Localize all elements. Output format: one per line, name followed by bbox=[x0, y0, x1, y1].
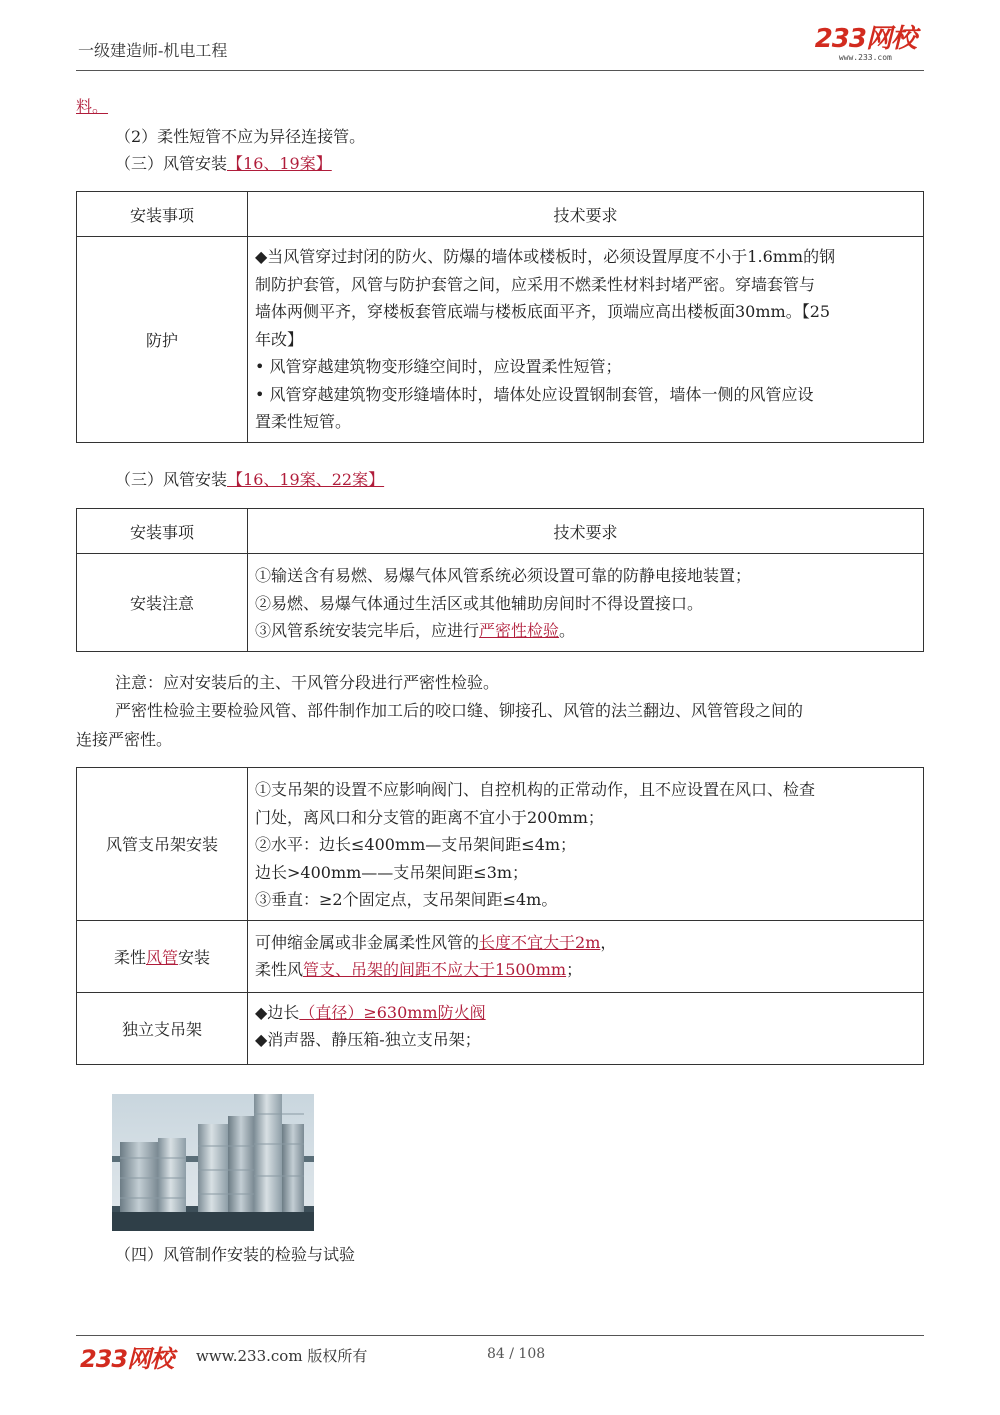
protection-table bbox=[76, 191, 924, 443]
requirement-line: • 风管穿越建筑物变形缝空间时，应设置柔性短管； bbox=[255, 357, 622, 376]
note-tightness-scope: 严密性检验主要检验风管、部件制作加工后的咬口缝、铆接孔、风管的法兰翻边、风管管段之间的 bbox=[115, 701, 804, 720]
row-label-install-notes: 安装注意 bbox=[77, 554, 248, 652]
requirement-line: ③垂直：≥2个固定点，支吊架间距≤4m。 bbox=[255, 890, 558, 909]
duct-installation-photo bbox=[112, 1094, 314, 1231]
section-heading-duct-install bbox=[115, 154, 332, 174]
install-notes-table bbox=[76, 508, 924, 652]
highlight-tightness-test: 严密性检验 bbox=[479, 621, 560, 640]
note-tightness: 注意：应对安装后的主、干风管分段进行严密性检验。 bbox=[115, 673, 500, 692]
footer-logo: 233网校 bbox=[80, 1345, 174, 1373]
requirement-line: ②易燃、易爆气体通过生活区或其他辅助房间时不得设置接口。 bbox=[255, 593, 704, 613]
independent-hanger-requirements bbox=[248, 992, 924, 1064]
hanger-requirements bbox=[248, 768, 924, 921]
highlight-spacing-limit: 管支、吊架的间距不应大于1500mm bbox=[303, 960, 567, 979]
requirement-line: 年改】 bbox=[255, 329, 304, 349]
row-label-flexible-duct: 柔性风管安装 bbox=[77, 920, 248, 992]
header-title: 一级建造师-机电工程 bbox=[78, 41, 228, 60]
heading-text: （三）风管安装 bbox=[115, 154, 228, 173]
heading-exam-tag: 【16、19案】 bbox=[227, 154, 332, 173]
highlight-fire-damper: （直径）≥630mm防火阀 bbox=[299, 1002, 486, 1022]
requirement-line: ◆边长（直径）≥630mm防火阀 bbox=[255, 1002, 486, 1022]
highlight-length-limit: 长度不宜大于2m bbox=[479, 932, 601, 952]
requirement-line: 柔性风管支、吊架的间距不应大于1500mm； bbox=[255, 960, 583, 979]
requirement-line: ◆当风管穿过封闭的防火、防爆的墙体或楼板时，必须设置厚度不小于1.6mm的钢 bbox=[255, 247, 836, 266]
support-hanger-table bbox=[76, 767, 924, 1065]
flexible-duct-requirements bbox=[248, 920, 924, 992]
row-label-hanger-install: 风管支吊架安装 bbox=[77, 768, 248, 921]
requirement-line: 门处，离风口和分支管的距离不宜小于200mm； bbox=[255, 807, 604, 827]
requirement-line: 边长>400mm——支吊架间距≤3m； bbox=[255, 862, 529, 882]
header-divider bbox=[76, 70, 924, 71]
requirement-line: ①支吊架的设置不应影响阀门、自控机构的正常动作，且不应设置在风口、检查 bbox=[255, 780, 816, 799]
row-label-protection: 防护 bbox=[77, 237, 248, 443]
footer-copyright: www.233.com 版权所有 bbox=[196, 1347, 368, 1365]
logo-text: 233网校 bbox=[814, 24, 916, 54]
requirement-line: ③风管系统安装完毕后，应进行严密性检验。 bbox=[255, 621, 576, 640]
note-tightness-scope-cont: 连接严密性。 bbox=[76, 730, 173, 749]
table-header-requirement: 技术要求 bbox=[248, 509, 924, 554]
requirement-line: ②水平：边长≤400mm—支吊架间距≤4m； bbox=[255, 835, 577, 854]
paragraph-flexible-pipe: （2）柔性短管不应为异径连接管。 bbox=[115, 127, 366, 146]
protection-requirements bbox=[248, 237, 924, 443]
heading-text: （三）风管安装 bbox=[115, 470, 228, 489]
section-heading-duct-install-2 bbox=[115, 470, 384, 490]
row-label-independent-hanger: 独立支吊架 bbox=[77, 992, 248, 1064]
table-header-item: 安装事项 bbox=[77, 509, 248, 554]
logo-url: www.233.com bbox=[838, 53, 892, 62]
requirement-line: ◆消声器、静压箱-独立支吊架； bbox=[255, 1030, 481, 1049]
install-notes-requirements bbox=[248, 554, 924, 652]
page-number: 84 / 108 bbox=[487, 1346, 546, 1362]
requirement-line: 可伸缩金属或非金属柔性风管的长度不宜大于2m， bbox=[255, 932, 617, 952]
continued-text: 料。 bbox=[76, 97, 109, 116]
heading-exam-tag: 【16、19案、22案】 bbox=[227, 470, 385, 489]
section-heading-inspection: （四）风管制作安装的检验与试验 bbox=[115, 1245, 356, 1264]
requirement-line: • 风管穿越建筑物变形缝墙体时，墙体处应设置钢制套管，墙体一侧的风管应设 bbox=[255, 384, 814, 404]
requirement-line: 制防护套管，风管与防护套管之间，应采用不燃柔性材料封堵严密。穿墙套管与 bbox=[255, 274, 816, 294]
table-header-requirement: 技术要求 bbox=[248, 192, 924, 237]
requirement-line: 墙体两侧平齐，穿楼板套管底端与楼板底面平齐，顶端应高出楼板面30mm。【25 bbox=[255, 302, 831, 321]
footer-divider bbox=[76, 1335, 924, 1336]
table-header-item: 安装事项 bbox=[77, 192, 248, 237]
brand-logo bbox=[815, 26, 916, 62]
requirement-line: ①输送含有易燃、易爆气体风管系统必须设置可靠的防静电接地装置； bbox=[255, 566, 752, 585]
requirement-line: 置柔性短管。 bbox=[255, 412, 352, 431]
